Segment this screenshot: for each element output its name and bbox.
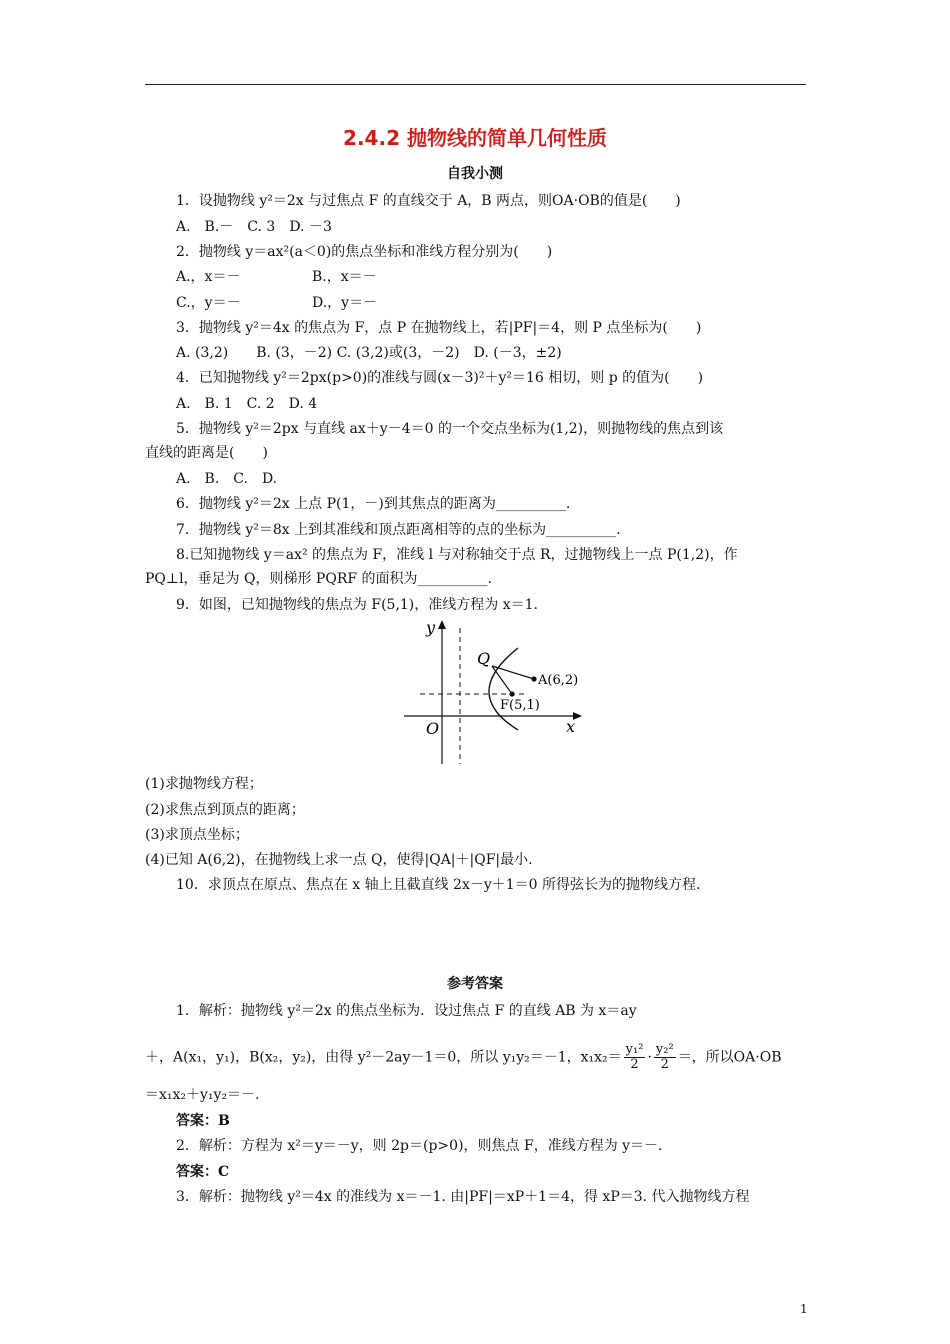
section-answers: 参考答案 [447,976,503,992]
fraction-2-denominator: 2 [660,1057,669,1072]
question-2-option-b: B.，x＝－ [312,269,377,285]
question-7: 7．抛物线 y²＝8x 上到其准线和顶点距离相等的点的坐标为__________. [176,522,621,538]
segment-qa [492,666,534,679]
question-2-option-d: D.，y＝－ [312,295,378,311]
page-number: 1 [800,1302,808,1316]
answer-1-line-1: 1．解析：抛物线 y²＝2x 的焦点坐标为．设过焦点 F 的直线 AB 为 x＝ay [176,1003,637,1019]
question-3: 3．抛物线 y²＝4x 的焦点为 F，点 P 在抛物线上，若|PF|＝4，则 P 点坐标为( ) [176,320,702,336]
question-8-line-1: 8.已知抛物线 y＝ax² 的焦点为 F，准线 l 与对称轴交于点 R，过抛物线上一点 P(1,2)，作 [176,547,738,563]
question-5-options: A. B. C. D. [176,471,278,487]
page-title: 2.4.2 抛物线的简单几何性质 [343,126,607,150]
question-4-options: A. B. 1 C. 2 D. 4 [176,396,318,412]
point-f [509,691,514,696]
question-1-options: A. B.－ C. 3 D. －3 [176,219,332,235]
header-rule [145,84,806,85]
question-2-option-c: C.，y＝－ [176,295,241,311]
answer-1-fraction-1 [624,1043,646,1072]
section-self-test: 自我小测 [447,166,503,182]
answer-1-result: 答案：B [176,1113,230,1129]
question-2: 2．抛物线 y＝ax²(a＜0)的焦点坐标和准线方程分别为( ) [176,244,553,260]
answer-2: 2．解析：方程为 x²＝y＝－y，则 2p＝(p>0)，则焦点 F，准线方程为 y＝－. [176,1138,663,1154]
answer-1-line-2-pre: ＋，A(x₁，y₁)，B(x₂，y₂)，由得 y²－2ay－1＝0，所以 y₁y₂＝－1，x₁x₂＝ [145,1049,622,1066]
answer-1-fraction-2 [654,1043,676,1072]
answer-3: 3．解析：抛物线 y²＝4x 的准线为 x＝－1. 由|PF|＝xP＋1＝4，得 xP＝3. 代入抛物线方程 [176,1189,750,1205]
y-axis-arrow [438,620,446,629]
question-9-sub-2: (2)求焦点到顶点的距离； [145,802,305,818]
label-a: A(6,2) [538,673,579,688]
question-5-line-2: 直线的距离是( ) [145,445,268,461]
label-o: O [426,719,440,738]
question-9: 9．如图，已知抛物线的焦点为 F(5,1)，准线方程为 x＝1. [176,597,538,613]
parabola-figure [400,618,590,768]
question-1: 1．设抛物线 y²＝2x 与过焦点 F 的直线交于 A，B 两点，则OA·OB的值是( ) [176,193,681,209]
answer-1-line-3: ＝x₁x₂＋y₁y₂＝－. [145,1087,260,1103]
question-2-option-a: A.，x＝－ [176,269,241,285]
segment-qf [492,666,512,694]
answer-2-result: 答案：C [176,1164,230,1180]
question-8-line-2: PQ⊥l，垂足为 Q，则梯形 PQRF 的面积为__________. [145,571,492,587]
label-q: Q [477,649,491,668]
answer-1-line-2-post: ＝，所以OA·OB [677,1049,782,1066]
parabola-curve [489,648,518,730]
point-a [531,676,536,681]
fraction-2-numerator: y₂² [655,1042,674,1057]
question-5-line-1: 5．抛物线 y²＝2px 与直线 ax＋y－4＝0 的一个交点坐标为(1,2)，则抛物线的焦点到该 [176,421,724,437]
answer-1-line-2: ＋，A(x₁，y₁)，B(x₂，y₂)，由得 y²－2ay－1＝0，所以 y₁y₂＝－1，x₁x₂＝ $\frac{\text{y₁²}}{2}$ · $\frac{\text{y₂²}}{2}$ ＝，所以OA·OB [145,1042,782,1072]
fraction-1-denominator: 2 [630,1057,639,1072]
question-6: 6．抛物线 y²＝2x 上点 P(1，－)到其焦点的距离为__________. [176,496,571,512]
question-9-sub-3: (3)求顶点坐标； [145,827,249,843]
question-9-sub-4: (4)已知 A(6,2)，在抛物线上求一点 Q，使得|QA|＋|QF|最小. [145,852,533,868]
question-10: 10．求顶点在原点、焦点在 x 轴上且截直线 2x－y＋1＝0 所得弦长为的抛物线方程. [176,877,701,893]
label-f: F(5,1) [500,698,540,713]
label-x: x [566,717,576,736]
question-3-options: A. (3,2) B. (3，－2) C. (3,2)或(3，－2) D. (－3，±2) [176,345,562,361]
question-4: 4．已知抛物线 y²＝2px(p>0)的准线与圆(x－3)²＋y²＝16 相切，则 p 的值为( ) [176,370,704,386]
question-9-sub-1: (1)求抛物线方程； [145,776,263,792]
fraction-1-numerator: y₁² [625,1042,644,1057]
label-y: y [426,618,436,637]
